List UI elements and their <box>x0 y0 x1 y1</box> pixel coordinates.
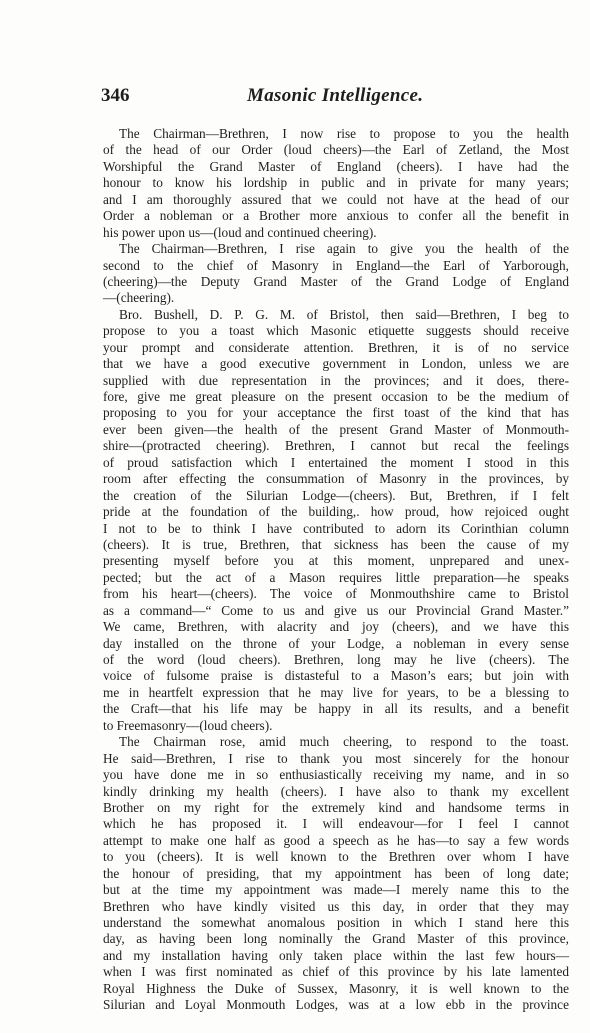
text-line: and I am thoroughly assured that we could not have at the head of our <box>103 191 569 207</box>
text-line: honour to know his lordship in public and in private for many years; <box>103 175 569 191</box>
text-line: Brethren who have kindly visited us this day, in order that they may <box>103 898 569 914</box>
text-line: as a command—“ Come to us and give us our Provincial Grand Master.” <box>103 602 569 618</box>
text-line: Brother on my right for the extremely kind and handsome terms in <box>103 799 569 815</box>
text-line: fore, give me great pleasure on the present occasion to be the medium of <box>103 389 569 404</box>
text-line: —(cheering). <box>103 290 175 306</box>
text-line: that we have a good executive government in London, unless we are <box>103 356 569 372</box>
text-line: Silurian and Loyal Monmouth Lodges, was at a low ebb in the province <box>103 997 569 1013</box>
text-line: proposing to you for your acceptance the first toast of the kind that has <box>103 405 569 421</box>
text-line: to Freemasonry—(loud cheers). <box>103 717 273 733</box>
text-line: from his heart—(cheers). The voice of Monmouthshire came to Bristol <box>103 586 569 602</box>
text-line: shire—(protracted cheering). Brethren, I cannot but recal the feelings <box>103 438 569 454</box>
text-line: Royal Highness the Duke of Sussex, Masonry, it is well known to the <box>103 980 569 996</box>
text-line: room after effecting the consummation of Masonry in the provinces, by <box>103 471 569 487</box>
text-line: propose to you a toast which Masonic etiquette suggests should receive <box>103 323 569 339</box>
text-line: of proud satisfaction which I entertained the moment I stood in this <box>103 454 569 470</box>
text-line: to you (cheers). It is well known to the Brethren over whom I have <box>103 849 569 865</box>
text-line: the Craft—that his life may be happy in all its results, and a benefit <box>103 701 569 717</box>
text-line: of the word (loud cheers). Brethren, long may he live (cheers). The <box>103 652 569 667</box>
text-line: your prompt and considerate attention. Brethren, it is of no service <box>103 339 569 355</box>
text-line: pride at the foundation of the building,. how proud, how rejoiced ought <box>103 504 569 520</box>
text-line: presenting myself before you at this moment, unprepared and unex- <box>103 553 569 569</box>
text-line: We came, Brethren, with alacrity and joy (cheers), and we have this <box>103 619 569 635</box>
text-line: He said—Brethren, I rise to thank you most sincerely for the honour <box>103 750 569 766</box>
text-line: day installed on the throne of your Lodge, a nobleman in every sense <box>103 635 569 651</box>
text-line: understand the somewhat anomalous position in which I stand here this <box>103 915 569 930</box>
text-line: Order a nobleman or a Brother more anxious to confer all the benefit in <box>103 208 569 224</box>
text-line: The Chairman—Brethren, I now rise to propose to you the health <box>119 126 569 141</box>
text-line: the creation of the Silurian Lodge—(cheers). But, Brethren, if I felt <box>103 487 569 503</box>
section-title: Masonic Intelligence. <box>247 85 424 106</box>
text-line: attempt to make one half as good a speech as he has—to say a few words <box>103 832 569 848</box>
text-line: but at the time my appointment was made—I merely name this to the <box>103 882 569 898</box>
text-line: you have done me in so enthusiastically receiving my name, and in so <box>103 767 569 783</box>
text-line: his power upon us—(loud and continued cheering). <box>103 224 377 240</box>
text-line: second to the chief of Masonry in England—the Earl of Yarborough, <box>103 257 569 273</box>
text-line: when I was first nominated as chief of this province by his late lamented <box>103 964 569 980</box>
text-line: of the head of our Order (loud cheers)—the Earl of Zetland, the Most <box>103 142 569 158</box>
text-line: voice of fulsome praise is distasteful to a Mason’s ears; but join with <box>103 668 569 684</box>
text-line: Bro. Bushell, D. P. G. M. of Bristol, then said—Brethren, I beg to <box>119 306 569 322</box>
text-line: (cheering)—the Deputy Grand Master of the Grand Lodge of England <box>103 273 569 289</box>
body-text <box>103 126 569 1014</box>
text-line: me in heartfelt expression that he may live for years, to be a blessing to <box>103 684 569 700</box>
text-line: supplied with due representation in the provinces; and it does, there- <box>103 372 569 388</box>
text-line: kindly drinking my health (cheers). I have also to thank my excellent <box>103 783 569 799</box>
text-line: which he has proposed it. I will endeavour—for I feel I cannot <box>103 816 569 832</box>
text-line: The Chairman—Brethren, I rise again to give you the health of the <box>119 241 569 257</box>
text-line: I not to be to think I have contributed to adorn its Corinthian column <box>103 520 569 536</box>
page-number: 346 <box>101 85 130 106</box>
running-head <box>101 85 571 115</box>
text-line: day, as having been long nominally the Grand Master of this province, <box>103 931 569 947</box>
text-line: pected; but the act of a Mason requires little preparation—he speaks <box>103 569 569 585</box>
text-line: The Chairman rose, amid much cheering, to respond to the toast. <box>119 734 569 750</box>
text-line: ever been given—the health of the present Grand Master of Monmouth- <box>103 421 569 437</box>
text-line: Worshipful the Grand Master of England (cheers). I have had the <box>103 158 569 174</box>
text-line: the honour of presiding, that my appointment has been of long date; <box>103 865 569 881</box>
text-line: and my installation having only taken place within the last few hours— <box>103 947 569 963</box>
text-line: (cheers). It is true, Brethren, that sickness has been the cause of my <box>103 536 569 552</box>
